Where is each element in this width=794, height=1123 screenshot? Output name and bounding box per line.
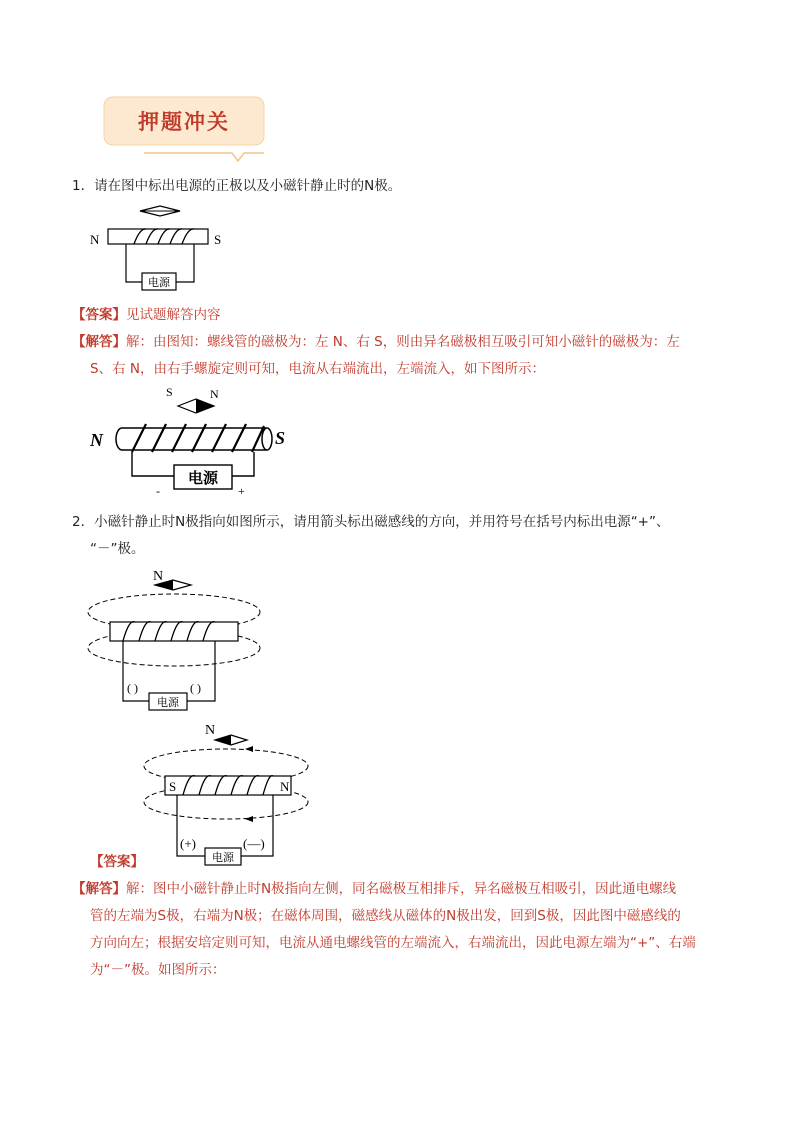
q2-question-line1 <box>72 513 670 532</box>
q2-answer-arrow-bottom <box>245 816 253 822</box>
q2-solution-tag: 【解答】 <box>72 881 126 897</box>
q2-right-bracket: ( ) <box>190 681 201 695</box>
q2-answer-source-label: 电源 <box>212 851 234 864</box>
q1-solution-line1 <box>72 333 680 352</box>
q1-question <box>72 177 401 196</box>
q1-question-text: 请在图中标出电源的正极以及小磁针静止时的N极。 <box>94 178 402 194</box>
q1-needle-n-label: N <box>210 387 219 401</box>
q2-answer-left-sign: (+) <box>180 836 196 851</box>
q2-answer-right-sign: (—) <box>243 836 265 851</box>
q2-solution-line2: 管的左端为S极，右端为N极；在磁体周围，磁感线从磁体的N极出发，回到S极，因此图中磁感线的 <box>90 908 681 924</box>
section-banner <box>104 97 264 149</box>
q1-answer-figure <box>88 382 298 502</box>
q2-left-bracket: ( ) <box>127 681 138 695</box>
q2-question-text1: 小磁针静止时N极指向如图所示，请用箭头标出磁感线的方向，并用符号在括号内标出电源“+”、 <box>94 514 670 530</box>
q2-number: 2． <box>72 514 95 530</box>
q1-solution-tag: 【解答】 <box>72 334 126 350</box>
q2-solution-line3: 方向向左；根据安培定则可知，电流从通电螺线管的左端流入，右端流出，因此电源左端为“+”、右端 <box>90 935 696 951</box>
q1-needle-s-label: S <box>166 385 173 399</box>
q1-answer-right-pole: S <box>275 428 286 448</box>
q1-solution-line2: S、右 N，由右手螺旋定则可知，电流从右端流出，左端流入，如下图所示： <box>90 361 545 377</box>
q2-question-line2: “－”极。 <box>90 541 145 557</box>
q1-number: 1． <box>72 178 95 194</box>
q1-solution-text1: 解：由图知：螺线管的磁极为：左 N、右 S，则由异名磁极相互吸引可知小磁针的磁极为：左 <box>126 334 680 350</box>
q1-source-label: 电源 <box>148 276 170 289</box>
q1-solenoid-figure <box>88 200 248 300</box>
q1-answer <box>72 306 221 325</box>
q2-answer-left-pole: S <box>169 779 177 794</box>
q1-answer-text: 见试题解答内容 <box>126 307 221 323</box>
q2-answer-tag: 【答案】 <box>90 854 144 870</box>
q1-solenoid-core <box>108 229 208 244</box>
q2-answer-needle-label: N <box>205 723 216 738</box>
q1-answer-left-pole: N <box>90 430 103 450</box>
q1-right-pole: S <box>214 232 222 247</box>
q2-solution-text1: 解：图中小磁针静止时N极指向左侧，同名磁极互相排斥，异名磁极互相吸引，因此通电螺线 <box>126 881 677 897</box>
banner-title: 押题冲关 <box>138 110 230 134</box>
q2-solution-line4: 为“－”极。如图所示： <box>90 962 226 978</box>
q2-answer-arrow-top <box>245 746 253 752</box>
q1-answer-plus: + <box>238 484 245 498</box>
q2-answer-right-pole: N <box>280 779 290 794</box>
q2-answer <box>90 853 144 872</box>
q2-source-label: 电源 <box>157 696 179 709</box>
q1-answer-source-label: 电源 <box>187 469 219 487</box>
q1-answer-tag: 【答案】 <box>72 307 126 323</box>
q1-answer-core-end <box>262 428 272 450</box>
q2-needle-n-label: N <box>153 569 164 584</box>
q2-solution-line1 <box>72 880 676 899</box>
q1-answer-minus: - <box>156 484 160 498</box>
q2-answer-figure <box>143 720 323 870</box>
q2-solenoid-figure <box>85 563 275 713</box>
q1-left-pole: N <box>90 232 100 247</box>
